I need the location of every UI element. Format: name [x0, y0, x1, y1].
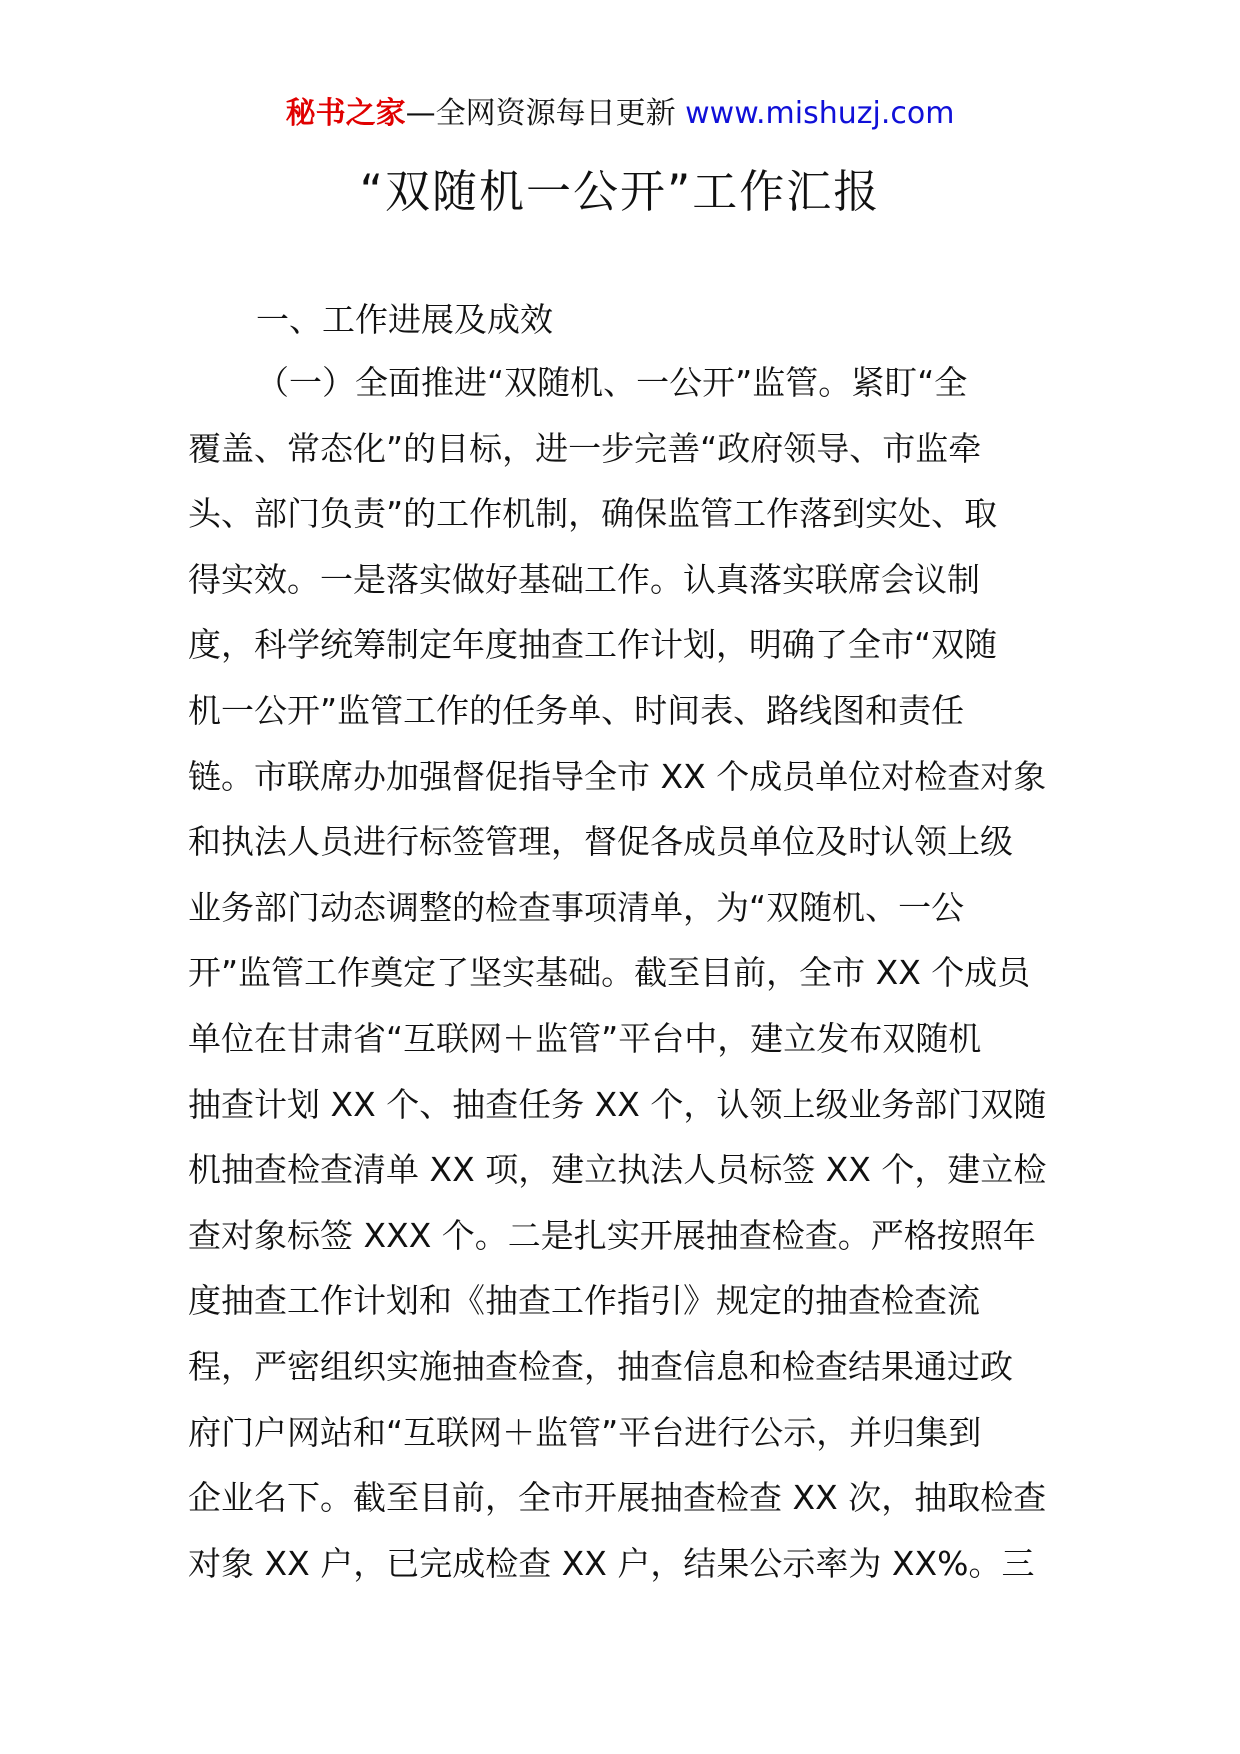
body-line: 开”监管工作奠定了坚实基础。截至目前，全市 XX 个成员 — [188, 953, 1031, 993]
site-url-link[interactable]: www.mishuzj.com — [685, 96, 955, 131]
body-line: 业务部门动态调整的检查事项清单，为“双随机、一公 — [188, 887, 965, 927]
body-line: 机一公开”监管工作的任务单、时间表、路线图和责任 — [188, 690, 965, 730]
body-line: 府门户网站和“互联网＋监管”平台进行公示，并归集到 — [188, 1412, 982, 1452]
body-line: 抽查计划 XX 个、抽查任务 XX 个，认领上级业务部门双随 — [188, 1084, 1047, 1124]
brand-name: 秘书之家 — [285, 96, 406, 131]
body-line: 度抽查工作计划和《抽查工作指引》规定的抽查检查流 — [188, 1281, 980, 1321]
body-line: 头、部门负责”的工作机制，确保监管工作落到实处、取 — [188, 494, 998, 534]
body-line: 对象 XX 户，已完成检查 XX 户，结果公示率为 XX%。三 — [188, 1543, 1035, 1583]
body-line: 链。市联席办加强督促指导全市 XX 个成员单位对检查对象 — [188, 756, 1047, 796]
document-body — [188, 360, 1058, 1606]
body-line: 覆盖、常态化”的目标，进一步完善“政府领导、市监牵 — [188, 428, 982, 468]
document-title: “双随机一公开”工作汇报 — [359, 165, 881, 218]
body-line: 和执法人员进行标签管理，督促各成员单位及时认领上级 — [188, 822, 1013, 862]
body-line: 单位在甘肃省“互联网＋监管”平台中，建立发布双随机 — [188, 1018, 982, 1058]
body-line: 程，严密组织实施抽查检查，抽查信息和检查结果通过政 — [188, 1346, 1013, 1386]
body-line: 机抽查检查清单 XX 项，建立执法人员标签 XX 个，建立检 — [188, 1150, 1047, 1190]
banner-tagline: —全网资源每日更新 — [405, 96, 676, 131]
body-line: 查对象标签 XXX 个。二是扎实开展抽查检查。严格按照年 — [188, 1215, 1036, 1255]
site-banner — [0, 94, 1240, 134]
body-line: 度，科学统筹制定年度抽查工作计划，明确了全市“双随 — [188, 625, 998, 665]
section-heading: 一、工作进展及成效 — [256, 300, 553, 339]
body-line: （一）全面推进“双随机、一公开”监管。紧盯“全 — [256, 363, 968, 402]
body-line: 得实效。一是落实做好基础工作。认真落实联席会议制 — [188, 559, 980, 599]
body-line: 企业名下。截至目前，全市开展抽查检查 XX 次，抽取检查 — [188, 1478, 1047, 1518]
